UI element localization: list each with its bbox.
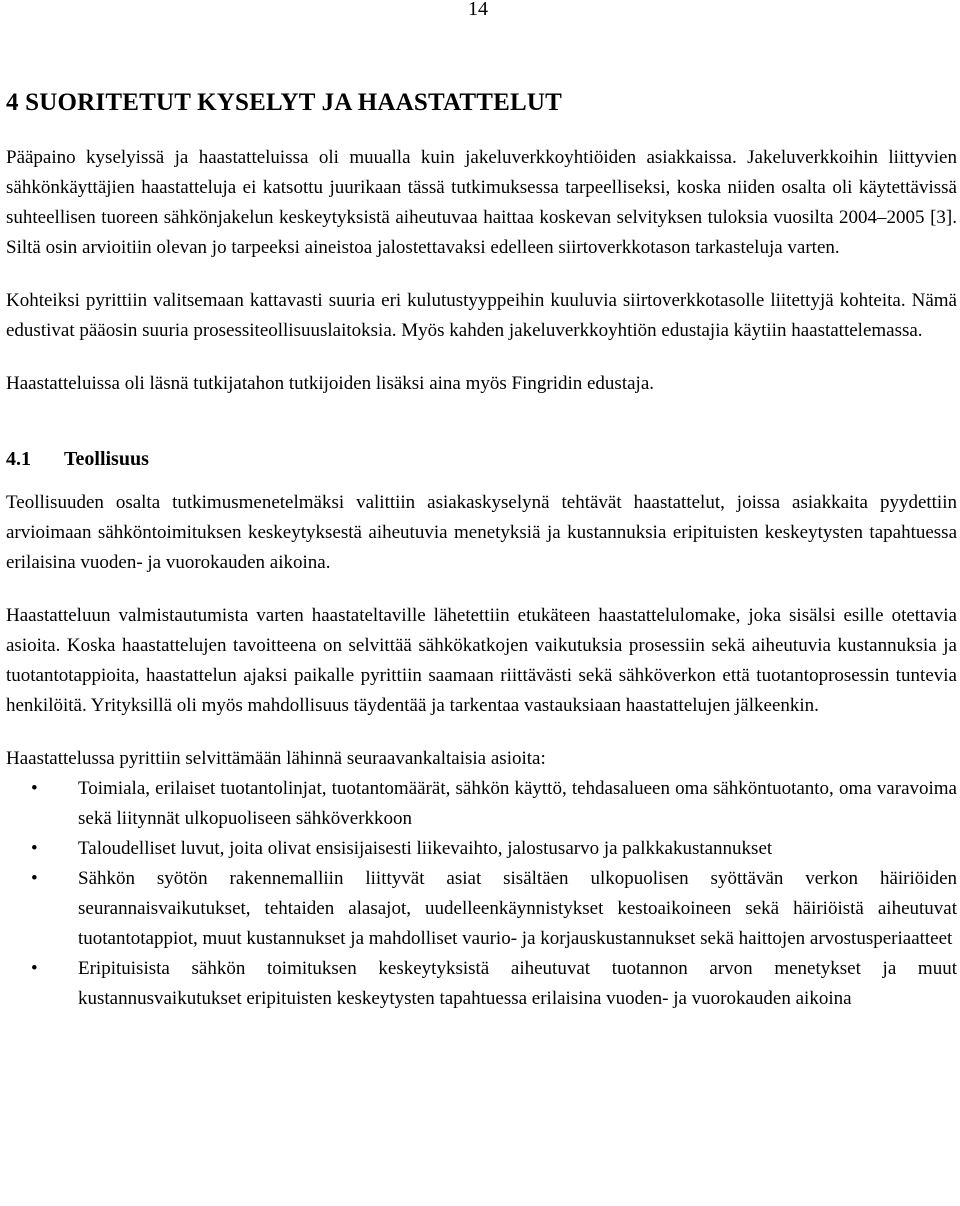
chapter-paragraph-2: Kohteiksi pyrittiin valitsemaan kattavasti suuria eri kulutustyyppeihin kuuluvia siirtoverkkotasolle liitettyjä kohteita. Nämä edustivat pääosin suuria prosessiteollisuuslaitoksia. Myös kahden jakeluverkkoyhtiön edustajia käytiin haastattelemassa.	[6, 290, 957, 341]
bullet-icon: •	[31, 838, 38, 859]
bullet-icon: •	[31, 868, 38, 889]
bullet-icon: •	[31, 778, 38, 799]
section-title: Teollisuus	[64, 448, 149, 470]
list-item-text: Eripituisista sähkön toimituksen keskeytyksistä aiheutuvat tuotannon arvon menetykset ja muut kustannusvaikutukset eripituisten keskeytysten tapahtuessa erilaisina vuoden- ja vuorokauden aikoina	[78, 958, 957, 1009]
page-number: 14	[468, 0, 488, 20]
chapter-heading: 4 SUORITETUT KYSELYT JA HAASTATTELUT	[6, 89, 563, 116]
section-paragraph-2: Haastatteluun valmistautumista varten haastateltaville lähetettiin etukäteen haastattelulomake, joka sisälsi esille otettavia asioita. Koska haastattelujen tavoitteena on selvittää sähkökatkojen vaikutuksia prosessiin sekä aiheutuvia kustannuksia ja tuotantotappioita, haastattelun ajaksi paikalle pyrittiin saamaan riittävästi sekä sähköverkon että tuotantoprosessin tuntevia henkilöitä. Yrityksillä oli myös mahdollisuus täydentää ja tarkentaa vastauksiaan haastattelujen jälkeenkin.	[6, 605, 957, 716]
list-item	[6, 954, 957, 1014]
chapter-paragraph-1: Pääpaino kyselyissä ja haastatteluissa oli muualla kuin jakeluverkkoyhtiöiden asiakkaissa. Jakeluverkkoihin liittyvien sähkönkäyttäjien haastatteluja ei katsottu juurikaan tässä tutkimuksessa tarpeelliseksi, koska niiden osalta oli käytettävissä suhteellisen tuoreen sähkönjakelun keskeytyksistä aiheutuvaa haittaa koskevan selvityksen tuloksia vuosilta 2004–2005 [3]. Siltä osin arvioitiin olevan jo tarpeeksi aineistoa jalostettavaksi edelleen siirtoverkkotason tarkasteluja varten.	[6, 147, 957, 258]
list-item-text: Toimiala, erilaiset tuotantolinjat, tuotantomäärät, sähkön käyttö, tehdasalueen oma sähköntuotanto, oma varavoima sekä liitynnät ulkopuoliseen sähköverkkoon	[78, 778, 957, 829]
list-item	[6, 864, 957, 954]
list-item	[6, 834, 957, 864]
list-item	[6, 774, 957, 834]
section-number: 4.1	[6, 448, 31, 470]
list-item-text: Sähkön syötön rakennemalliin liittyvät asiat sisältäen ulkopuolisen syöttävän verkon häiriöiden seurannaisvaikutukset, tehtaiden alasajot, uudelleenkäynnistykset kestoaikoineen sekä häiriöistä aiheutuvat tuotantotappiot, muut kustannukset ja mahdolliset vaurio- ja korjauskustannukset sekä haittojen arvostusperiaatteet	[78, 868, 957, 949]
section-heading	[6, 444, 957, 474]
chapter-paragraph-3: Haastatteluissa oli läsnä tutkijatahon tutkijoiden lisäksi aina myös Fingridin edustaja.	[6, 373, 655, 394]
bullet-icon: •	[31, 958, 38, 979]
section-paragraph-3: Haastattelussa pyrittiin selvittämään lähinnä seuraavankaltaisia asioita:	[6, 748, 546, 769]
bullet-list	[6, 774, 957, 1014]
page-content	[6, 88, 957, 1014]
section-paragraph-1: Teollisuuden osalta tutkimusmenetelmäksi valittiin asiakaskyselynä tehtävät haastattelut, joissa asiakkaita pyydettiin arvioimaan sähköntoimituksen keskeytyksestä aiheutuvia menetyksiä ja kustannuksia eripituisten keskeytysten tapahtuessa erilaisina vuoden- ja vuorokauden aikoina.	[6, 492, 957, 573]
list-item-text: Taloudelliset luvut, joita olivat ensisijaisesti liikevaihto, jalostusarvo ja palkkakustannukset	[78, 838, 773, 859]
